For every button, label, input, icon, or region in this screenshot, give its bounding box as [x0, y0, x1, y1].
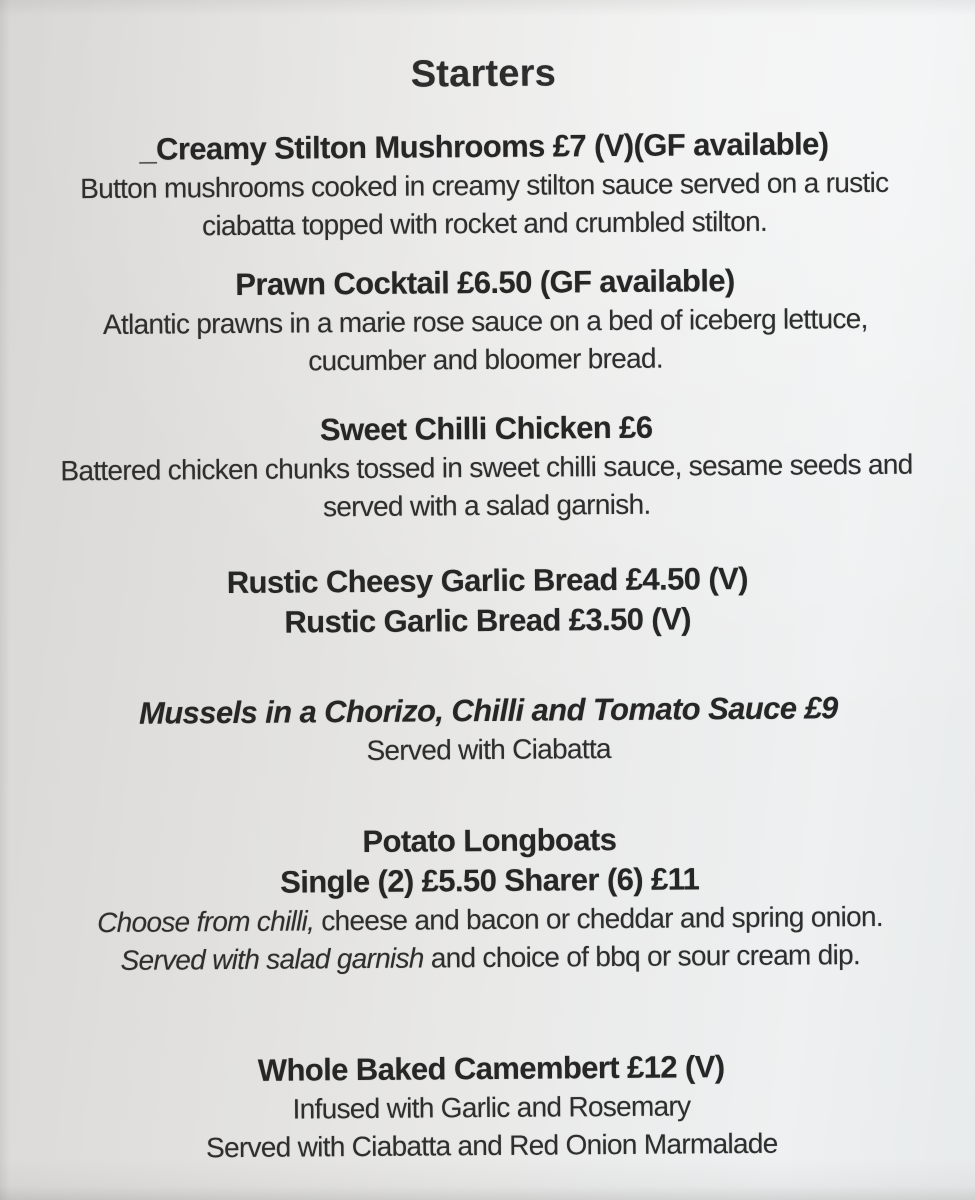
item-description-line: Served with Ciabatta and Red Onion Marmalade	[205, 1127, 778, 1164]
item-title: Sweet Chilli Chicken £6	[319, 409, 653, 448]
item-price-line: Single (2) £5.50 Sharer (6) £11	[280, 861, 700, 900]
item-title: Whole Baked Camembert £12 (V)	[257, 1049, 725, 1088]
item-description-line: Button mushrooms cooked in creamy stilton sauce served on a rustic	[80, 166, 889, 205]
item-title: _Creamy Stilton Mushrooms £7 (V)(GF available)	[139, 126, 829, 167]
item-title: Rustic Cheesy Garlic Bread £4.50 (V)	[226, 560, 749, 601]
item-description-line: Atlantic prawns in a marie rose sauce on a bed of iceberg lettuce,	[102, 303, 868, 341]
menu-item-sweet-chilli-chicken	[0, 405, 974, 529]
item-description-line: Infused with Garlic and Rosemary	[292, 1090, 691, 1125]
menu-item-creamy-stilton-mushrooms	[0, 123, 972, 247]
item-description-line: ciabatta topped with rocket and crumbled stilton.	[201, 205, 768, 242]
menu-item-whole-baked-camembert	[4, 1045, 975, 1169]
menu-section-heading: Starters	[410, 52, 557, 96]
item-description-line: Battered chicken chunks tossed in sweet chilli sauce, sesame seeds and	[60, 448, 913, 487]
menu-item-garlic-breads	[0, 557, 975, 645]
item-description-line: served with a salad garnish.	[322, 488, 651, 523]
item-description-line: cucumber and bloomer bread.	[308, 342, 664, 377]
menu-item-mussels	[1, 687, 975, 773]
item-title: Rustic Garlic Bread £3.50 (V)	[284, 601, 692, 640]
item-description-line: Served with Ciabatta	[366, 733, 611, 766]
item-title: Prawn Cocktail £6.50 (GF available)	[235, 263, 735, 302]
item-description-italic-part: Served with salad garnish	[120, 942, 424, 976]
item-title: Potato Longboats	[362, 821, 617, 859]
item-description-regular-part: cheese and bacon or cheddar and spring onion.	[314, 900, 883, 937]
item-title: Mussels in a Chorizo, Chilli and Tomato Sauce £9	[138, 690, 838, 731]
item-description-line	[3, 935, 975, 981]
menu-item-prawn-cocktail	[0, 259, 973, 383]
item-description-regular-part: and choice of bbq or sour cream dip.	[423, 939, 861, 974]
item-description-italic-part: Choose from chilli,	[97, 905, 315, 939]
menu-item-potato-longboats	[2, 817, 975, 981]
